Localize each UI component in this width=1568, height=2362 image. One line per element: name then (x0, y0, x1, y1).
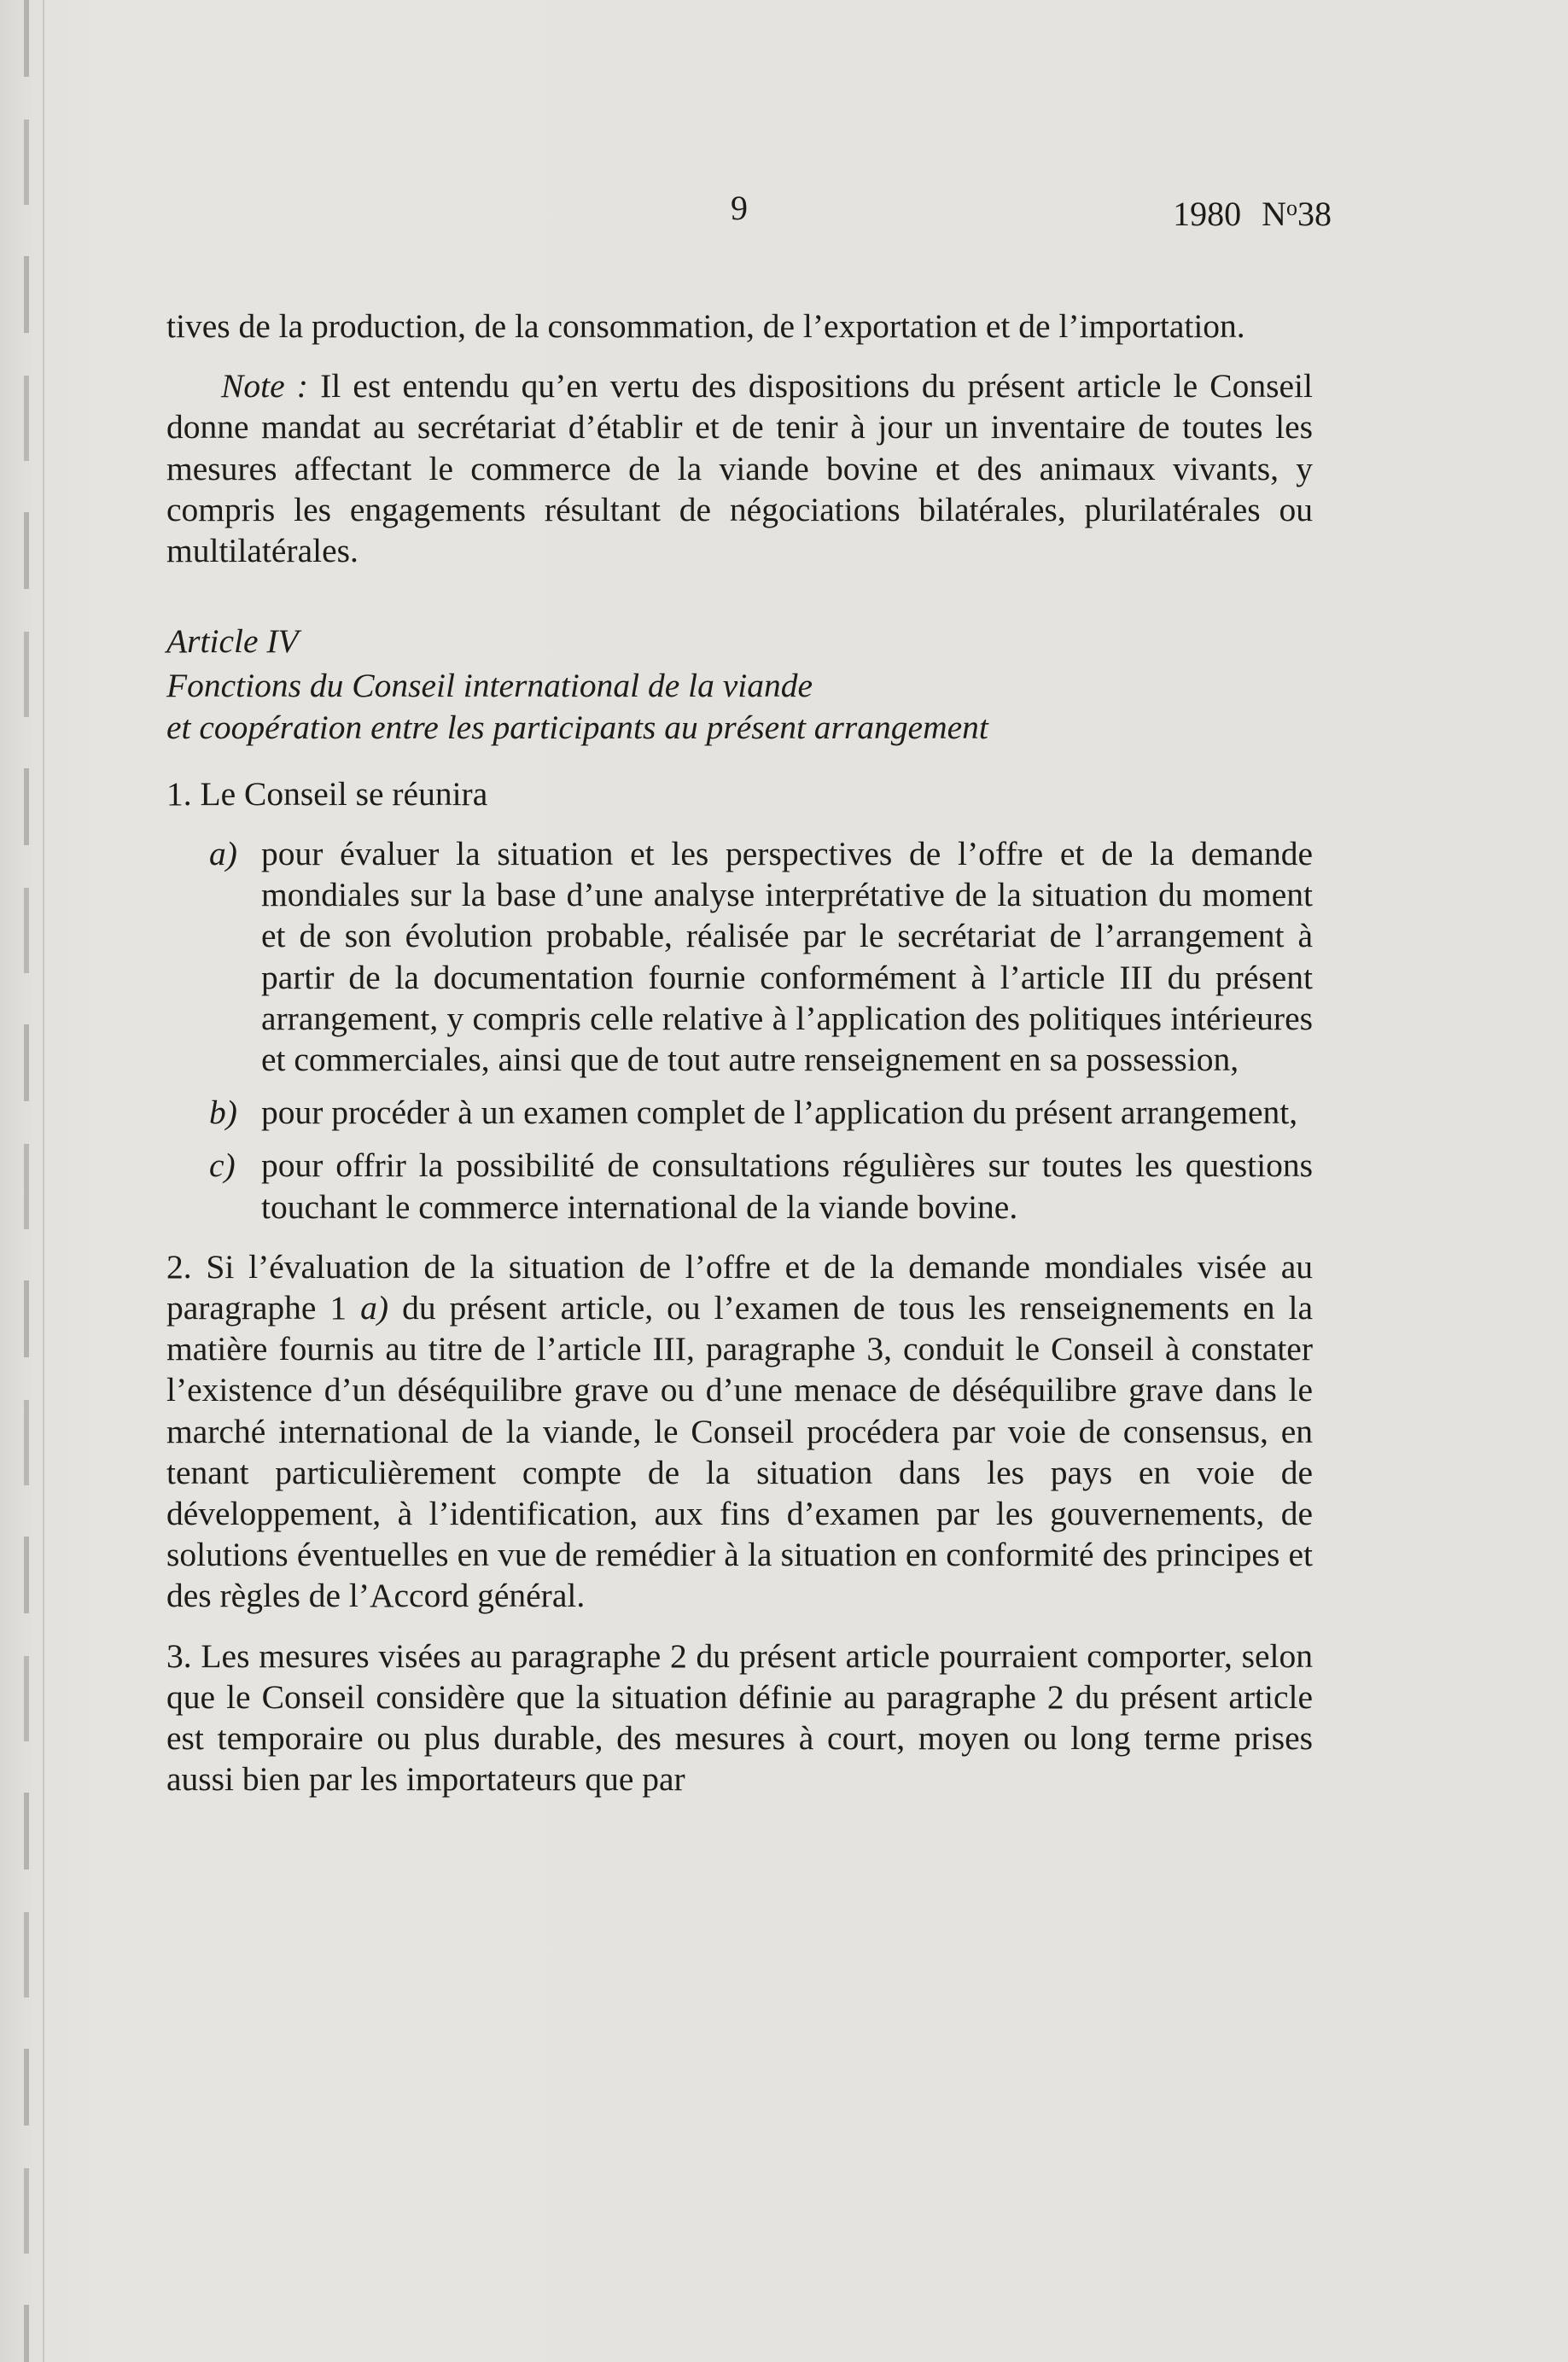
list-item-c (166, 1145, 1313, 1227)
number-prefix: $N^o$ (1262, 195, 1297, 233)
year: 1980 (1173, 195, 1242, 233)
article-heading: Article IV (166, 622, 299, 661)
paragraph-2: 2. Si l’évaluation de la situation de l’offre et de la demande mondiales visée au paragraphe 1 a) du présent article, ou l’examen de tous les renseignements en la matière fournis au titre de l’article III, paragraphe 3, conduit le Conseil à constater l’existence d’un déséquilibre grave ou d’une menace de déséquilibre grave dans le marché international de la viande, le Conseil procédera par voie de consensus, en tenant particulièrement compte de la situation dans les pays en voie de développement, à l’identification, aux fins d’examen par les gouvernements, de solutions éventuelles en vue de remédier à la situation en conformité des principes et des règles de l’Accord général. (166, 1247, 1313, 1615)
body-text (166, 306, 1313, 1800)
paragraph-3-number: 3. (166, 1636, 192, 1675)
paragraph-2-number: 2. (166, 1247, 192, 1286)
issue-number: 38 (1297, 195, 1332, 233)
page-number: 9 (731, 189, 748, 227)
paragraph-1-lead: Le Conseil se réunira (191, 774, 488, 813)
list-item-label: c) (209, 1146, 236, 1185)
list-item-b (166, 1092, 1313, 1133)
paragraph-1-number: 1. (166, 774, 192, 813)
note-text: Il est entendu qu’en vertu des dispositions du présent article le Conseil donne mandat au secrétariat d’établir et de tenir à jour un inventaire de toutes les mesures affectant le commerce de la viande bovine et des animaux vivants, y compris les engagements résultant de négociations bilatérales, plurilatérales ou multilatérales. (166, 367, 1313, 570)
binding-edge (24, 0, 29, 2362)
paragraph-1 (166, 773, 1313, 814)
binding-line (43, 0, 44, 2362)
note-label: Note : (221, 367, 308, 405)
volume-reference (1173, 188, 1332, 235)
list-item-label: b) (209, 1094, 237, 1132)
paragraph-3: 3. Les mesures visées au paragraphe 2 du présent article pourraient comporter, selon que le Conseil considère que la situation définie au paragraphe 2 du présent article est temporaire ou plus durable, des mesures à court, moyen ou long terme prises aussi bien par les importateurs que par (166, 1636, 1313, 1799)
list-item-label: a) (209, 835, 237, 873)
intro-paragraph: tives de la production, de la consommation, de l’exportation et de l’importation. (166, 307, 1245, 345)
article-subtitle-line2: et coopération entre les participants au présent arrangement (166, 708, 988, 746)
list-item-text: pour évaluer la situation et les perspectives de l’offre et de la demande mondiales sur la base d’une analyse interprétative de la situation du moment et de son évolution probable, réalisée par le secrétariat de l’arrangement à partir de la documentation fournie conformément à l’article III du présent arrangement, y compris celle relative à l’application des politiques intérieures et commerciales, ainsi que de tout autre renseignement en sa possession, (261, 835, 1313, 1079)
list-item-a (166, 833, 1313, 1080)
paragraph-ref: a) (360, 1289, 389, 1327)
note-paragraph (166, 365, 1313, 571)
article-subtitle-line1: Fonctions du Conseil international de la viande (166, 667, 813, 705)
list-item-text: pour procéder à un examen complet de l’application du présent arrangement, (261, 1094, 1298, 1132)
list-item-text: pour offrir la possibilité de consultations régulières sur toutes les questions touchant le commerce international de la viande bovine. (261, 1146, 1313, 1226)
